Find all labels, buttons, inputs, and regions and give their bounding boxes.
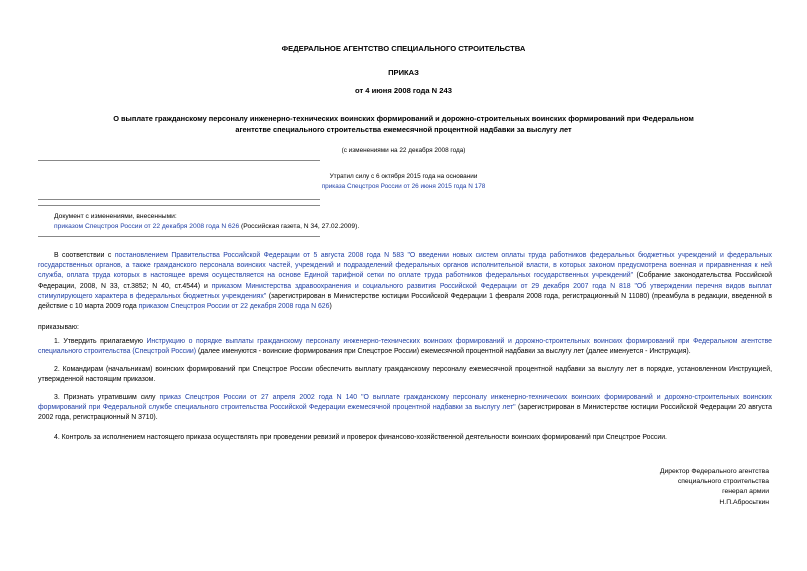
preamble-link-decree[interactable]: постановлением Правительства Российской Федерации от 5 августа 2008 года N 583 "О введении новых систем оплаты труда работников федеральных бюджетных учреждений и федеральных государственных органов, а также гражданского персонала воинских частей, учреждений и подразделений федеральных органов исполнительной власти, в которых законом предусмотрена военная и приравненная к ней служба, оплата труда которых в настоящее время осуществляется на основе Единой тарифной сетки по оплате труда работников федеральных государственных учреждений" [38, 252, 772, 280]
status-link[interactable]: приказа Спецстроя России от 26 июня 2015 года N 178 [321, 183, 486, 190]
amendments-note: (с изменениями на 22 декабря 2008 года) [341, 147, 466, 154]
item-2: 2. Командирам (начальникам) воинских формирований при Спецстрое России обеспечить выплату гражданскому персоналу ежемесячной процентной надбавки за выслугу лет в порядке, установленном Инструкцией, утвержденной настоящим приказом. [38, 366, 772, 384]
doc-type: ПРИКАЗ [388, 68, 419, 77]
item-3 [38, 393, 772, 424]
signature-block [660, 467, 769, 508]
signature-line2: специального строительства [677, 478, 769, 486]
item-1 [38, 337, 772, 357]
preamble-text: (зарегистрирован в Министерстве юстиции Российской Федерации 1 февраля 2008 года, регистрационный N 11080) (преамбула в редакции, введенной в действие с 10 марта 2009 года [38, 292, 772, 311]
item-3-text: 3. Признать утратившим силу [54, 394, 160, 401]
rule [38, 160, 320, 161]
changes-link[interactable]: приказом Спецстроя России от 22 декабря 2008 года N 626 [54, 223, 240, 230]
item-4: 4. Контроль за исполнением настоящего приказа осуществлять при проведении ревизий и проверок финансово-хозяйственной деятельности воинских формирований при Спецстрое России. [54, 434, 667, 441]
preamble-paragraph [38, 251, 772, 312]
changes-line1: Документ с изменениями, внесенными: [54, 213, 177, 220]
preamble-text: В соответствии с [54, 252, 115, 259]
item-3-text: (зарегистрирован в Министерстве юстиции Российской Федерации 20 августа 2002 года, регистрационный N 3710). [38, 404, 772, 422]
rule [38, 205, 320, 206]
signature-line3: генерал армии [722, 488, 769, 496]
preamble-text: ) [329, 303, 332, 311]
doc-title-line1: О выплате гражданскому персоналу инженерно-технических воинских формирований и дорожно-строительных воинских формирований при Федеральном [113, 114, 694, 123]
preamble-link-amendment[interactable]: приказом Спецстроя России от 22 декабря 2008 года N 626 [138, 303, 330, 311]
status-line1: Утратил силу с 6 октября 2015 года на основании [329, 173, 478, 180]
rule [38, 199, 320, 200]
item-1-text: (далее именуются - воинские формирования при Спецстрое России) ежемесячной процентной надбавки за выслугу лет (далее именуется - Инструкция). [196, 348, 691, 356]
repealed-order-link[interactable]: приказ Спецстроя России от 27 апреля 2002 года N 140 "О выплате гражданскому персоналу инженерно-технических воинских формирований и дорожно-строительных воинских формирований при Федеральной службе специального строительства Российской Федерации ежемесячной процентной надбавки за выслугу лет" [38, 394, 772, 412]
changes-line2 [54, 222, 774, 232]
doc-title-line2: агентстве специального строительства ежемесячной процентной надбавки за выслугу лет [235, 125, 572, 134]
signature-line4: Н.П.Абросьткин [719, 498, 769, 506]
agency-name: ФЕДЕРАЛЬНОЕ АГЕНТСТВО СПЕЦИАЛЬНОГО СТРОИТЕЛЬСТВА [281, 44, 526, 53]
preamble-link-order[interactable]: приказом Министерства здравоохранения и социального развития Российской Федерации от 29 декабря 2007 года N 818 "Об утверждении перечня видов выплат стимулирующего характера в федеральных бюджетных учреждениях" [38, 282, 772, 300]
instruction-link[interactable]: Инструкцию о порядке выплаты гражданскому персоналу инженерно-технических воинских формирований и дорожно-строительных воинских формирований при Федеральном агентстве специального строительства (Спецстрой России) [38, 338, 772, 356]
changes-rest: (Российская газета, N 34, 27.02.2009). [239, 223, 360, 230]
rule [38, 236, 320, 237]
signature-line1: Директор Федерального агентства [659, 468, 769, 475]
preamble-text: (Собрание законодательства Российской Федерации, 2008, N 33, ст.3852; N 40, ст.4544) и [38, 272, 773, 290]
doc-date-number: от 4 июня 2008 года N 243 [355, 86, 452, 95]
order-word: приказываю: [38, 324, 79, 331]
item-1-text: 1. Утвердить прилагаемую [54, 338, 147, 345]
